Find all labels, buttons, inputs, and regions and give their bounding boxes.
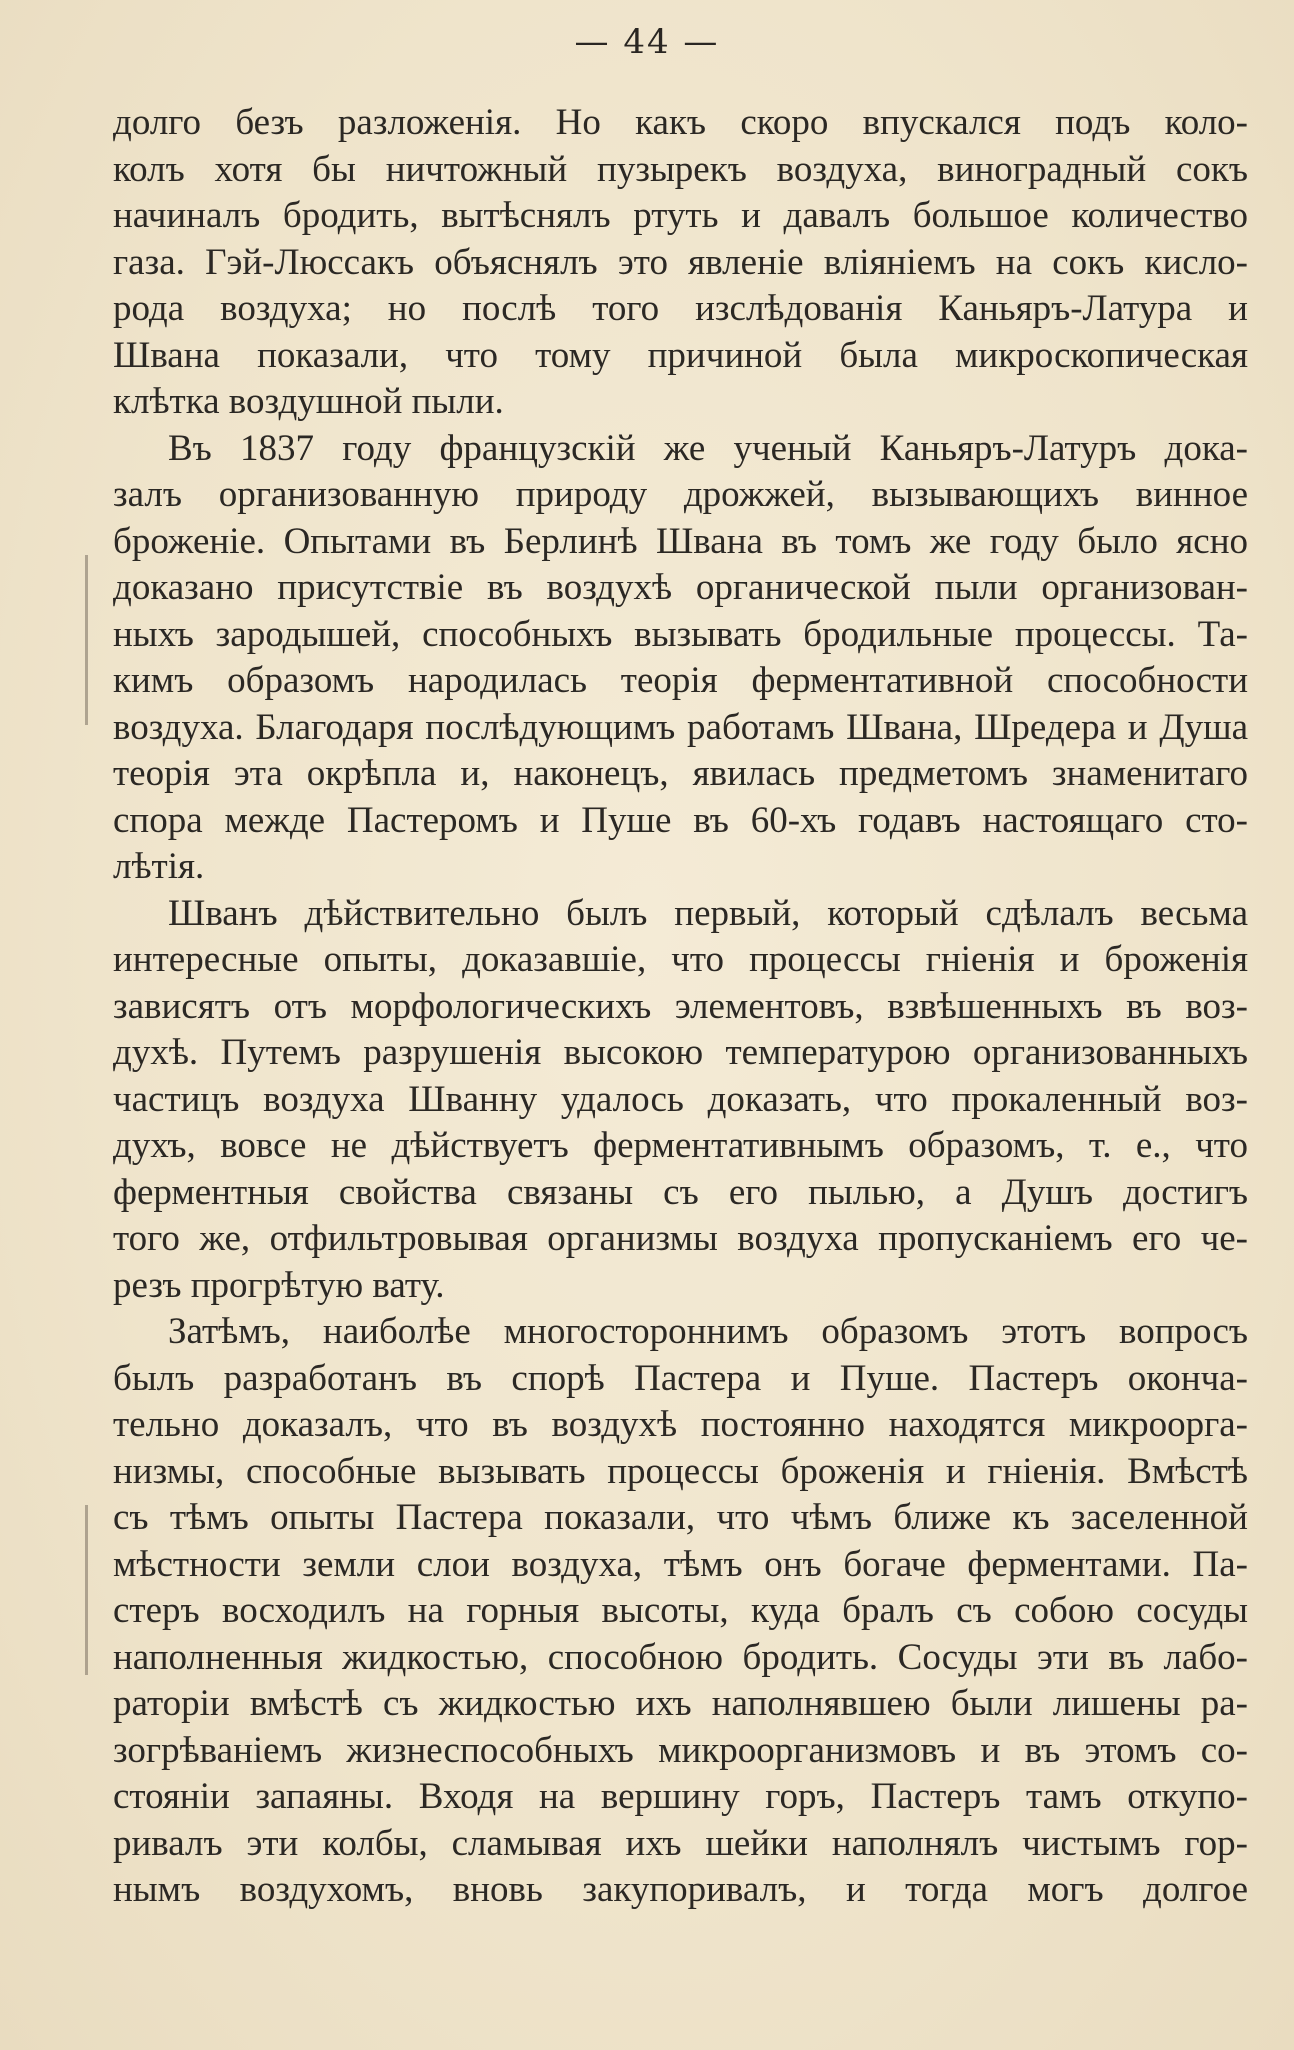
text-line: частицъ воздуха Шванну удалось доказать, что прокаленный воз- [113, 1078, 1248, 1120]
text-line: теорія эта окрѣпла и, наконецъ, явилась предметомъ знаменитаго [113, 753, 1248, 794]
text-line: былъ разработанъ въ спорѣ Пастера и Пуше. Пастеръ оконча- [113, 1357, 1248, 1399]
text-line: Шванъ дѣйствительно былъ первый, который сдѣлалъ весьма [168, 892, 1248, 934]
text-line: газа. Гэй-Люссакъ объяснялъ это явленіе вліяніемъ на сокъ кисло- [113, 241, 1248, 283]
text-line: низмы, способные вызывать процессы броженія и гніенія. Вмѣстѣ [113, 1450, 1248, 1492]
text-line: залъ организованную природу дрожжей, вызывающихъ винное [113, 474, 1248, 515]
text-line: интересные опыты, доказавшіе, что процессы гніенія и броженія [113, 939, 1248, 980]
page-number: — 44 — [574, 22, 720, 62]
text-line: духъ, вовсе не дѣйствуетъ ферментативнымъ образомъ, т. е., что [113, 1125, 1248, 1166]
text-line: наполненныя жидкостью, способною бродить. Сосуды эти въ лабо- [113, 1636, 1248, 1678]
text-line: духѣ. Путемъ разрушенія высокою температурою организованныхъ [113, 1032, 1248, 1073]
text-line: того же, отфильтровывая организмы воздуха пропусканіемъ его че- [113, 1218, 1248, 1259]
text-line: зависятъ отъ морфологическихъ элементовъ, взвѣшенныхъ въ воз- [113, 985, 1248, 1027]
text-line: колъ хотя бы ничтожный пузырекъ воздуха, виноградный сокъ [113, 148, 1248, 190]
text-line: ферментныя свойства связаны съ его пылью, а Душъ достигъ [113, 1171, 1248, 1213]
text-line: клѣтка воздушной пыли. [113, 381, 504, 422]
text-line: съ тѣмъ опыты Пастера показали, что чѣмъ ближе къ заселенной [113, 1497, 1248, 1538]
text-line: ныхъ зародышей, способныхъ вызывать бродильные процессы. Та- [113, 613, 1248, 655]
text-line: тельно доказалъ, что въ воздухѣ постоянно находятся микроорга- [113, 1404, 1248, 1445]
text-line: кимъ образомъ народилась теорія ферментативной способности [113, 660, 1248, 701]
margin-pencil-mark [85, 1505, 88, 1675]
text-line: зогрѣваніемъ жизнеспособныхъ микроорганизмовъ и въ этомъ со- [113, 1729, 1248, 1771]
body-text [113, 100, 1248, 1914]
text-line: Въ 1837 году французскій же ученый Каньяръ-Латуръ дока- [168, 427, 1248, 469]
text-line: доказано присутствіе въ воздухѣ органической пыли организован- [113, 567, 1248, 608]
text-line: ривалъ эти колбы, сламывая ихъ шейки наполнялъ чистымъ гор- [113, 1822, 1248, 1864]
text-line: стеръ восходилъ на горныя высоты, куда бралъ съ собою сосуды [113, 1590, 1248, 1631]
text-line: броженіе. Опытами въ Берлинѣ Швана въ томъ же году было ясно [113, 520, 1248, 562]
text-line: воздуха. Благодаря послѣдующимъ работамъ Швана, Шредера и Душа [113, 706, 1248, 748]
text-line: раторіи вмѣстѣ съ жидкостью ихъ наполнявшею были лишены ра- [113, 1683, 1248, 1724]
text-line: мѣстности земли слои воздуха, тѣмъ онъ богаче ферментами. Па- [113, 1543, 1248, 1585]
text-line: нымъ воздухомъ, вновь закупоривалъ, и тогда могъ долгое [113, 1869, 1248, 1910]
text-line: долго безъ разложенія. Но какъ скоро впускался подъ коло- [113, 102, 1248, 143]
text-line: начиналъ бродить, вытѣснялъ ртуть и давалъ большое количество [113, 195, 1248, 236]
text-line: рода воздуха; но послѣ того изслѣдованія Каньяръ-Латура и [113, 288, 1248, 329]
text-line: лѣтія. [113, 846, 205, 887]
text-line: Затѣмъ, наиболѣе многостороннимъ образомъ этотъ вопросъ [168, 1311, 1248, 1352]
text-line: спора межде Пастеромъ и Пуше въ 60-хъ годавъ настоящаго сто- [113, 799, 1248, 841]
margin-pencil-mark [85, 555, 88, 725]
text-line: стояніи запаяны. Входя на вершину горъ, Пастеръ тамъ откупо- [113, 1776, 1248, 1817]
text-line: Швана показали, что тому причиной была микроскопическая [113, 334, 1248, 376]
text-line: резъ прогрѣтую вату. [113, 1264, 445, 1306]
